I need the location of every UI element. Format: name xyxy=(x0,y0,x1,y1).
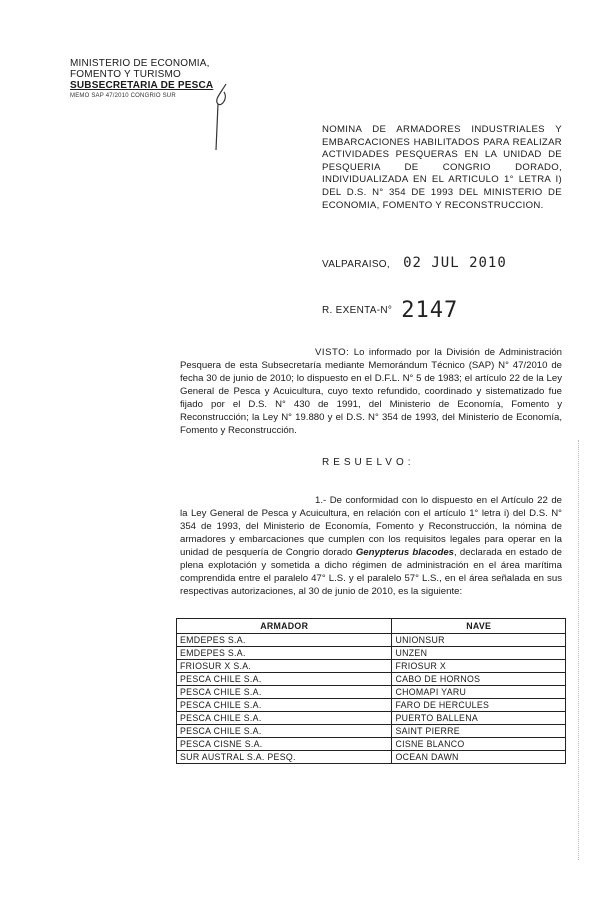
cell-armador: PESCA CHILE S.A. xyxy=(177,686,392,699)
cell-armador: PESCA CISNE S.A. xyxy=(177,738,392,751)
handwritten-mark-icon xyxy=(204,80,234,170)
header-nave: NAVE xyxy=(392,619,566,634)
place-label: VALPARAISO, xyxy=(322,259,390,270)
scan-margin-artifact xyxy=(578,440,581,860)
date-stamp: 02 JUL 2010 xyxy=(403,255,507,271)
article-1-text-part2: , declarada en estado de plena explotación y sometida a dicho régimen de administración en el área marítima comprendida entre el paralelo 47° L.S. y el paralelo 57° L.S., en el área señalada en sus respectivas autorizaciones, al 30 de junio de 2010, es la siguiente: xyxy=(180,547,562,597)
armadores-table-container xyxy=(176,618,566,764)
article-1-paragraph xyxy=(180,494,562,598)
exenta-label: R. EXENTA-N° xyxy=(322,305,393,316)
ministry-line-1: MINISTERIO DE ECONOMIA, xyxy=(70,58,210,69)
visto-paragraph xyxy=(180,346,562,437)
table-row xyxy=(177,751,566,764)
cell-nave: PUERTO BALLENA xyxy=(392,712,566,725)
article-1-text-part1: 1.- De conformidad con lo dispuesto en el Artículo 22 de la Ley General de Pesca y Acuicultura, en relación con el artículo 1° letra i) del D.S. N° 354 de 1993, del Ministerio de Economía, Fomento y Reconstrucción, la nómina de armadores y embarcaciones que cumplen con los requisitos legales para operar en la unidad de pesquería de Congrio dorado xyxy=(180,495,562,558)
table-row xyxy=(177,673,566,686)
table-row xyxy=(177,634,566,647)
cell-nave: CABO DE HORNOS xyxy=(392,673,566,686)
subsecretaria-name: SUBSECRETARIA DE PESCA xyxy=(70,80,214,91)
memo-reference: MEMO SAP 47/2010 CONGRIO SUR xyxy=(70,93,176,99)
table-row xyxy=(177,725,566,738)
cell-nave: UNIONSUR xyxy=(392,634,566,647)
visto-lead: VISTO: xyxy=(315,347,350,358)
table-row xyxy=(177,712,566,725)
table-row xyxy=(177,647,566,660)
cell-nave: CISNE BLANCO xyxy=(392,738,566,751)
cell-nave: OCEAN DAWN xyxy=(392,751,566,764)
cell-armador: SUR AUSTRAL S.A. PESQ. xyxy=(177,751,392,764)
cell-armador: PESCA CHILE S.A. xyxy=(177,673,392,686)
visto-text: Lo informado por la División de Administración Pesquera de esta Subsecretaría mediante Memorándum Técnico (SAP) N° 47/2010 de fecha 30 de junio de 2010; lo dispuesto en el D.F.L. N° 5 de 1983; el artículo 22 de la Ley General de Pesca y Acuicultura, cuyo texto refundido, coordinado y sistematizado fue fijado por el D.S. N° 430 de 1991, del Ministerio de Economía, Fomento y Reconstrucción; la Ley N° 19.880 y el D.S. N° 354 de 1993, del Ministerio de Economía, Fomento y Reconstrucción. xyxy=(180,347,563,436)
ministry-line-2: FOMENTO Y TURISMO xyxy=(70,69,182,80)
table-row xyxy=(177,660,566,673)
table-row xyxy=(177,738,566,751)
cell-armador: PESCA CHILE S.A. xyxy=(177,699,392,712)
place-and-date xyxy=(322,255,507,271)
cell-armador: PESCA CHILE S.A. xyxy=(177,712,392,725)
exenta-line xyxy=(322,298,458,323)
document-title: NOMINA DE ARMADORES INDUSTRIALES Y EMBARCACIONES HABILITADOS PARA REALIZAR ACTIVIDADES PESQUERAS EN LA UNIDAD DE PESQUERIA DE CONGRIO DORADO, INDIVIDUALIZADA EN EL ARTICULO 1° LETRA I) DEL D.S. N° 354 DE 1993 DEL MINISTERIO DE ECONOMIA, FOMENTO Y RECONSTRUCCION. xyxy=(322,124,562,211)
cell-armador: EMDEPES S.A. xyxy=(177,634,392,647)
cell-nave: FRIOSUR X xyxy=(392,660,566,673)
table-row xyxy=(177,686,566,699)
cell-armador: FRIOSUR X S.A. xyxy=(177,660,392,673)
cell-nave: UNZEN xyxy=(392,647,566,660)
armadores-table xyxy=(176,618,566,764)
cell-nave: SAINT PIERRE xyxy=(392,725,566,738)
cell-armador: EMDEPES S.A. xyxy=(177,647,392,660)
cell-nave: FARO DE HERCULES xyxy=(392,699,566,712)
cell-nave: CHOMAPI YARU xyxy=(392,686,566,699)
species-name: Genypterus blacodes xyxy=(355,547,455,558)
exenta-number: 2147 xyxy=(401,298,459,323)
header-armador: ARMADOR xyxy=(177,619,392,634)
table-header-row xyxy=(177,619,566,634)
resuelvo-heading: RESUELVO: xyxy=(322,457,415,468)
table-row xyxy=(177,699,566,712)
cell-armador: PESCA CHILE S.A. xyxy=(177,725,392,738)
